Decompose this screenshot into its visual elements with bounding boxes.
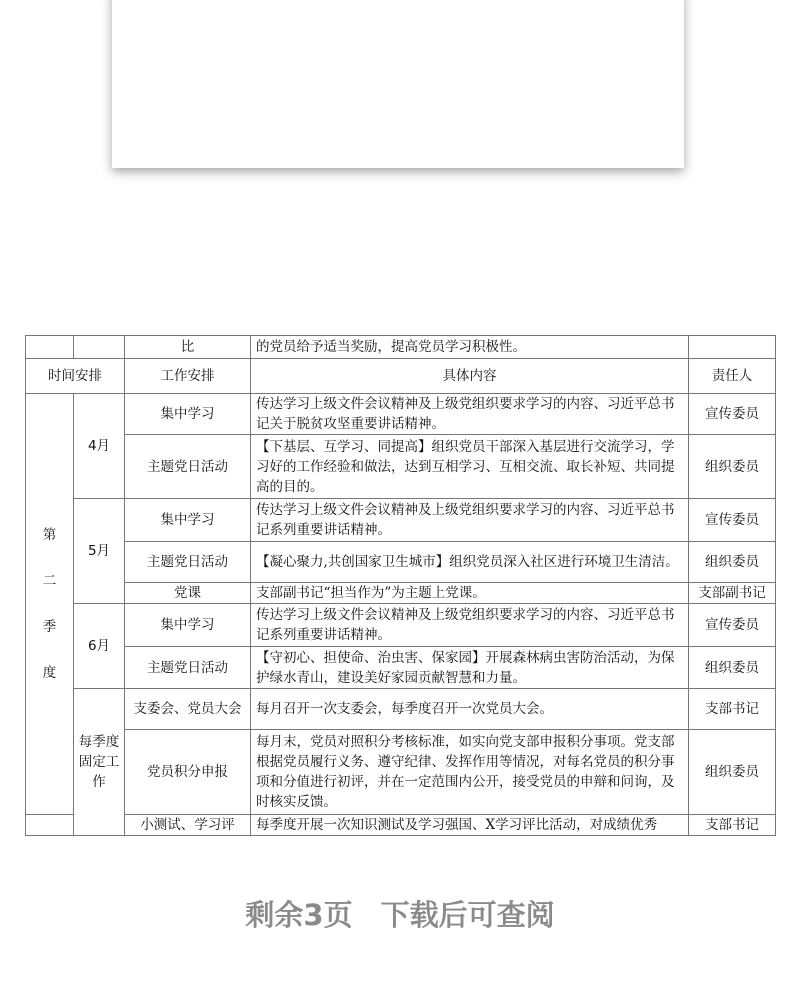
content-cell: 传达学习上级文件会议精神及上级党组织要求学习的内容、习近平总书记系列重要讲话精神。 bbox=[251, 499, 689, 542]
content-cell: 【守初心、担使命、治虫害、保家园】开展森林病虫害防治活动，为保护绿水青山，建设美好家园贡献智慧和力量。 bbox=[251, 647, 689, 689]
table-row bbox=[26, 689, 776, 730]
header-work: 工作安排 bbox=[125, 359, 251, 394]
work-cell: 党课 bbox=[125, 583, 251, 604]
person-cell: 宣传委员 bbox=[689, 604, 776, 647]
schedule-table bbox=[25, 335, 776, 836]
month-cell: 每季度固定工作 bbox=[74, 689, 125, 836]
table-row bbox=[26, 499, 776, 542]
header-person: 责任人 bbox=[689, 359, 776, 394]
month-cell: 5月 bbox=[74, 499, 125, 604]
work-cell: 集中学习 bbox=[125, 499, 251, 542]
work-cell: 比 bbox=[125, 336, 251, 359]
table-row bbox=[26, 394, 776, 435]
content-cell: 每月召开一次支委会，每季度召开一次党员大会。 bbox=[251, 689, 689, 730]
work-cell: 党员积分申报 bbox=[125, 730, 251, 815]
table-row bbox=[26, 730, 776, 815]
content-cell: 每月末，党员对照积分考核标准，如实向党支部申报积分事项。党支部根据党员履行义务、遵守纪律、发挥作用等情况，对每名党员的积分事项和分值进行初评，并在一定范围内公开，接受党员的申辩和问询，及时核实反馈。 bbox=[251, 730, 689, 815]
table-row bbox=[26, 647, 776, 689]
content-cell: 传达学习上级文件会议精神及上级党组织要求学习的内容、习近平总书记系列重要讲话精神。 bbox=[251, 604, 689, 647]
table-row bbox=[26, 542, 776, 583]
quarter-cell: 第 二 季 度 bbox=[26, 394, 74, 815]
table-row bbox=[26, 815, 776, 836]
download-text: 下载后可查阅 bbox=[380, 898, 555, 932]
month-cell: 4月 bbox=[74, 394, 125, 499]
person-cell: 组织委员 bbox=[689, 647, 776, 689]
person-cell: 宣传委员 bbox=[689, 499, 776, 542]
content-cell: 支部副书记“担当作为”为主题上党课。 bbox=[251, 583, 689, 604]
person-cell: 组织委员 bbox=[689, 730, 776, 815]
work-cell: 集中学习 bbox=[125, 604, 251, 647]
work-cell: 主题党日活动 bbox=[125, 435, 251, 499]
download-prompt[interactable] bbox=[0, 893, 800, 934]
person-cell: 组织委员 bbox=[689, 435, 776, 499]
work-cell: 主题党日活动 bbox=[125, 542, 251, 583]
content-cell: 每季度开展一次知识测试及学习强国、X学习评比活动，对成绩优秀 bbox=[251, 815, 689, 836]
work-cell: 集中学习 bbox=[125, 394, 251, 435]
person-cell: 组织委员 bbox=[689, 542, 776, 583]
table-row bbox=[26, 336, 776, 359]
person-cell: 支部副书记 bbox=[689, 583, 776, 604]
header-row bbox=[26, 359, 776, 394]
content-cell: 【凝心聚力,共创国家卫生城市】组织党员深入社区进行环境卫生清洁。 bbox=[251, 542, 689, 583]
remaining-pages-text: 剩余3页 bbox=[245, 898, 353, 932]
work-cell: 主题党日活动 bbox=[125, 647, 251, 689]
person-cell: 支部书记 bbox=[689, 815, 776, 836]
table-row bbox=[26, 435, 776, 499]
work-cell: 小测试、学习评 bbox=[125, 815, 251, 836]
table-row bbox=[26, 604, 776, 647]
content-cell: 【下基层、互学习、同提高】组织党员干部深入基层进行交流学习，学习好的工作经验和做法，达到互相学习、互相交流、取长补短、共同提高的目的。 bbox=[251, 435, 689, 499]
content-cell: 传达学习上级文件会议精神及上级党组织要求学习的内容、习近平总书记关于脱贫攻坚重要讲话精神。 bbox=[251, 394, 689, 435]
table-row bbox=[26, 583, 776, 604]
header-time: 时间安排 bbox=[26, 359, 125, 394]
content-cell: 的党员给予适当奖励，提高党员学习积极性。 bbox=[251, 336, 689, 359]
work-cell: 支委会、党员大会 bbox=[125, 689, 251, 730]
previous-page-card bbox=[112, 0, 684, 168]
person-cell: 支部书记 bbox=[689, 689, 776, 730]
header-content: 具体内容 bbox=[251, 359, 689, 394]
month-cell: 6月 bbox=[74, 604, 125, 689]
person-cell: 宣传委员 bbox=[689, 394, 776, 435]
